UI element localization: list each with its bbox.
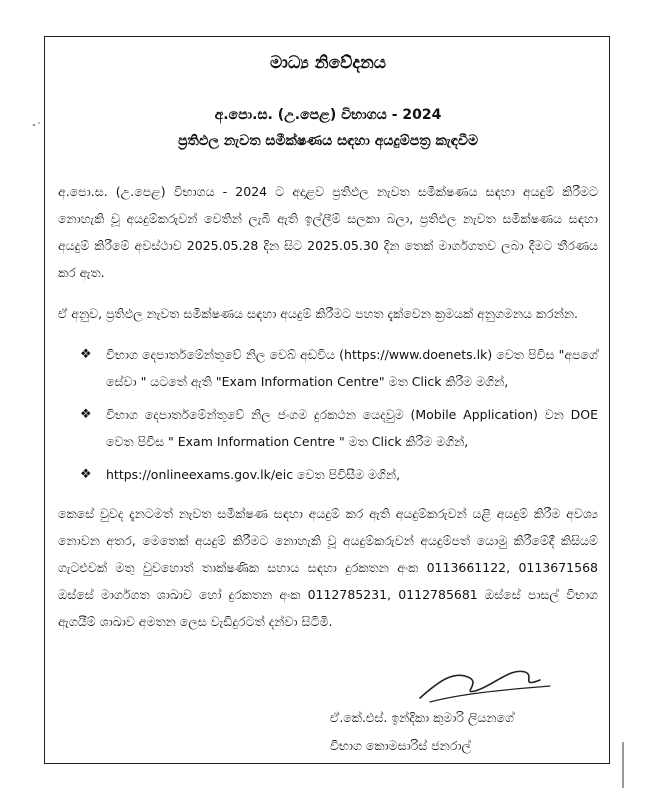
- scan-mark-icon: [618, 740, 628, 790]
- notice-title: මාධ්‍ය නිවේදනය: [270, 53, 386, 73]
- list-item: [58, 341, 598, 395]
- exam-line: අ.පො.ස. (උ.පෙළ) විභාගය - 2024: [214, 107, 442, 123]
- bullet-text-online-exams: https://onlineexams.gov.lk/eic වෙත පිවිසීම මගින්,: [106, 467, 401, 482]
- diamond-bullet-icon: ❖: [80, 407, 92, 422]
- handwritten-signature-icon: [400, 650, 560, 710]
- paragraph-3: කෙසේ වුවද දැනටමත් නැවත සමීක්ෂණ සඳහා අයදුම් කර ඇති අයදුම්කරුවන් යළි අයදුම් කිරීම අවශ්‍ය නොවන අතර, මෙතෙක් අයදුම් කිරීමට නොහැකි වූ අයදුම්කරුවන් අයදුම්පත් යොමු කිරීමේදී කිසියම් ගැටළුවක් මතු වුවහොත් තාක්ෂණික සහාය සඳහා දුරකතන අංක 0113661122, 0113671568 ඔස්සේ මාර්ගගත ශාඛාව හෝ දුරකතන අංක 0112785231, 0112785681 ඔස්සේ පාසල් විභාග ඇගයීම් ශාඛාව අමතන ලෙස වැඩිදුරටත් දන්වා සිටිමි.: [58, 506, 598, 629]
- paragraph-1: අ.පො.ස. (උ.පෙළ) විභාගය - 2024 ට අදාළව ප්‍රතිඵල නැවත සමීක්ෂණය සඳහා අයදුම් කිරීමට නොහැකි වූ අයදුම්කරුවන් වෙතින් ලැබී ඇති ඉල්ලීම් සලකා බලා, ප්‍රතිඵල නැවත සමීක්ෂණය සඳහා අයදුම් කිරීමේ අවස්ථාව 2025.05.28 දින සිට 2025.05.30 දින තෙක් මාර්ගගතව ලබා දීමට තීරණය කර ඇත.: [58, 184, 598, 280]
- list-item: [58, 461, 598, 488]
- method-list: [58, 341, 598, 488]
- diamond-bullet-icon: ❖: [80, 347, 92, 362]
- diamond-bullet-icon: ❖: [80, 467, 92, 482]
- bullet-text-mobile-app: විභාග දෙපාර්තමේන්තුවේ නිල ජංගම දුරකථන යෙදවුම (Mobile Application) වන DOE වෙත පිවිස " Exam Information Centre " මත Click කිරීම මගින්,: [106, 407, 598, 449]
- paragraph-2: ඒ අනුව, ප්‍රතිඵල නැවත සමීක්ෂණය සඳහා අයදුම් කිරීමට පහත දැක්වෙන ක්‍රමයක් අනුගමනය කරන්න.: [58, 306, 578, 321]
- signatory-name: ඒ.කේ.එස්. ඉන්දිකා කුමාරි ලියනගේ: [330, 710, 514, 725]
- list-item: [58, 401, 598, 455]
- subject-line: ප්‍රතිඵල නැවත සමීක්ෂණය සඳහා අයදුම්පත්‍ර කැඳවීම: [177, 133, 479, 149]
- scan-speck-icon: [30, 118, 44, 132]
- signatory-title: විභාග කොමසාරිස් ජනරාල්: [330, 738, 472, 753]
- notice-body: [58, 48, 598, 649]
- bullet-text-website: විභාග දෙපාර්තමේන්තුවේ නිල වෙබ් අඩවිය (https://www.doenets.lk) වෙත පිවිස "අපගේ සේවා " යටතේ ඇති "Exam Information Centre" මත Click කිරීම මගින්,: [106, 347, 598, 389]
